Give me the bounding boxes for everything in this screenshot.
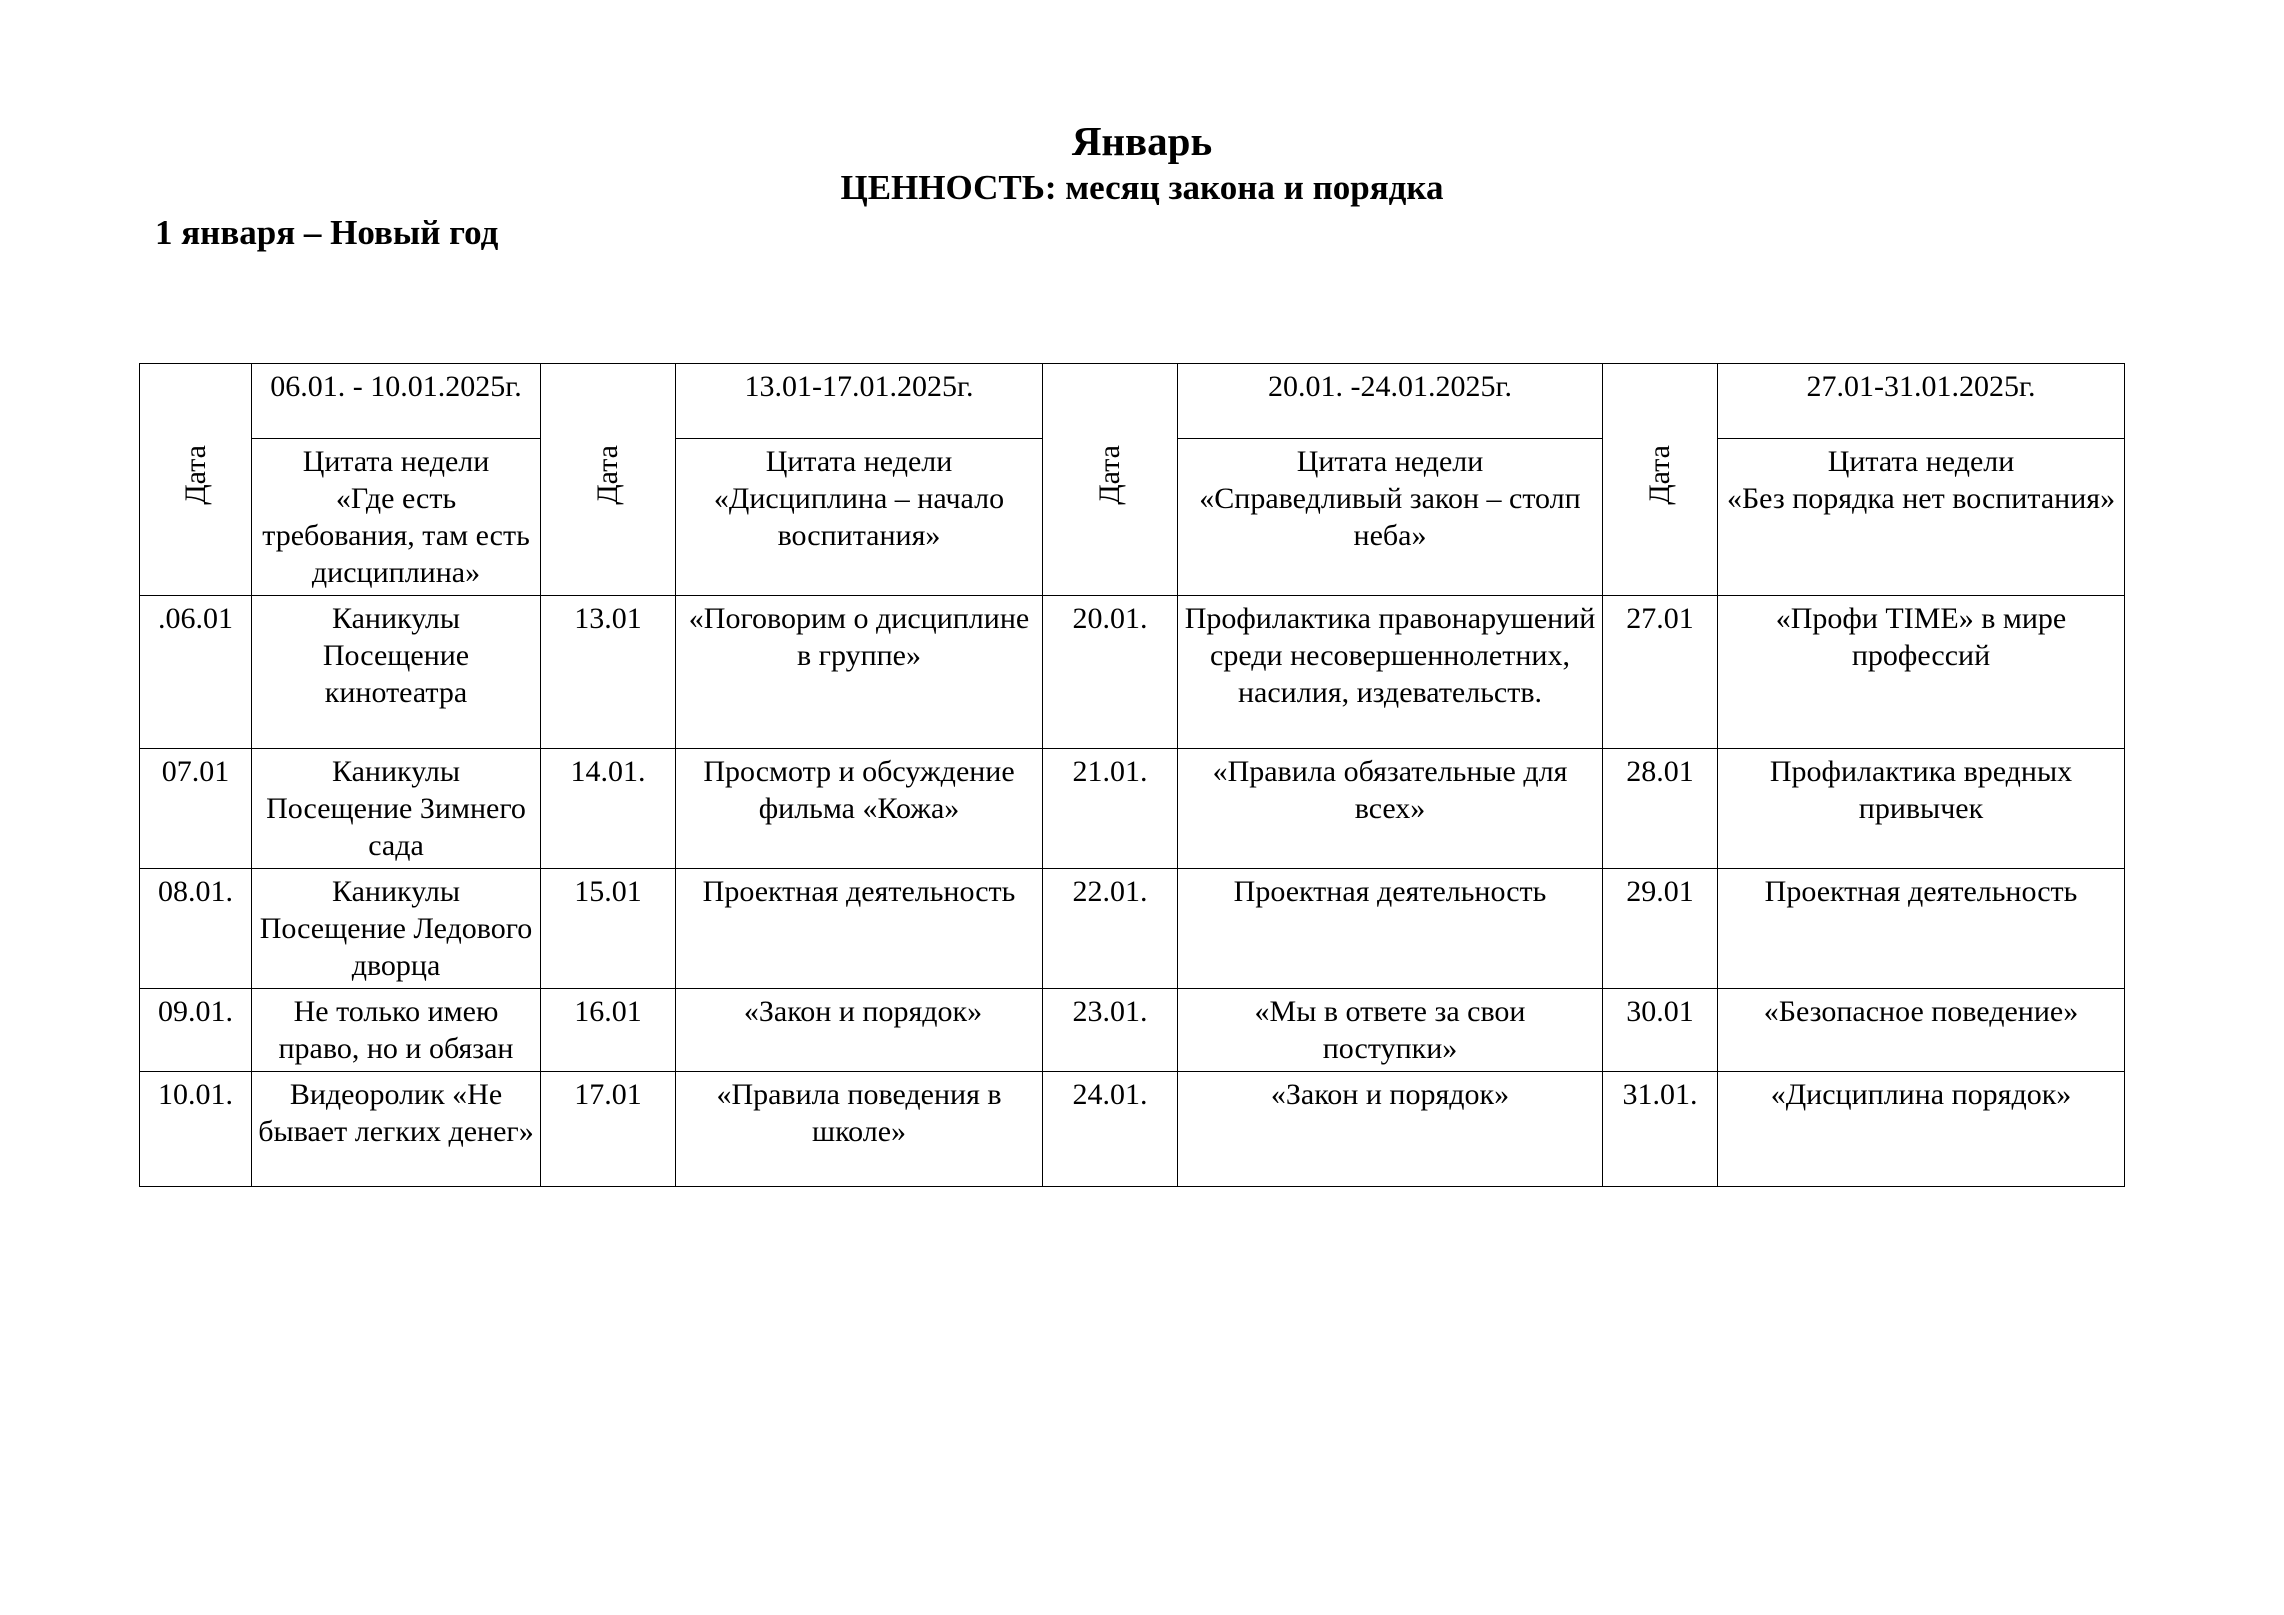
day-date: 23.01. [1043,989,1178,1072]
day-event: Проектная деятельность [676,869,1043,989]
date-header-cell [541,364,676,596]
day-date: 24.01. [1043,1072,1178,1187]
date-header-label: Дата [1093,445,1126,505]
day-event: «Профи TIME» в мире профессий [1718,596,2125,749]
week-range: 20.01. -24.01.2025г. [1268,370,1512,403]
day-event: Проектная деятельность [1718,869,2125,989]
quote-label: Цитата недели [1827,445,2015,478]
week-range-cell [1178,364,1603,439]
day-event: «Мы в ответе за свои поступки» [1178,989,1603,1072]
day-date: 16.01 [541,989,676,1072]
month-title: Январь [1071,118,1213,164]
week-quote-cell [1178,439,1603,596]
day-date: 10.01. [140,1072,252,1187]
day-date: 07.01 [140,749,252,869]
holiday-note: 1 января – Новый год [155,213,499,252]
day-event: «Закон и порядок» [1178,1072,1603,1187]
quote-label: Цитата недели [302,445,490,478]
day-event: «Дисциплина порядок» [1718,1072,2125,1187]
day-event: Каникулы Посещение Зимнего сада [252,749,541,869]
day-event: Просмотр и обсуждение фильма «Кожа» [676,749,1043,869]
table-row [140,596,2125,749]
day-date: 13.01 [541,596,676,749]
quote-label: Цитата недели [1296,445,1484,478]
date-header-cell [140,364,252,596]
week-range-cell [252,364,541,439]
day-date: 17.01 [541,1072,676,1187]
weekly-plan-table [139,363,2125,1187]
day-date: .06.01 [140,596,252,749]
day-event: «Безопасное поведение» [1718,989,2125,1072]
day-event: Видеоролик «Не бывает легких денег» [252,1072,541,1187]
week-range: 13.01-17.01.2025г. [744,370,974,403]
table-row [140,869,2125,989]
day-date: 09.01. [140,989,252,1072]
week-quote: «Справедливый закон – столп неба» [1199,482,1581,552]
day-event: Каникулы Посещение Ледового дворца [252,869,541,989]
day-date: 28.01 [1603,749,1718,869]
day-event: Профилактика вредных привычек [1718,749,2125,869]
date-header-label: Дата [1643,445,1676,505]
day-date: 27.01 [1603,596,1718,749]
day-event: «Закон и порядок» [676,989,1043,1072]
week-range-cell [1718,364,2125,439]
day-event: Не только имею право, но и обязан [252,989,541,1072]
date-header-cell [1043,364,1178,596]
week-range: 27.01-31.01.2025г. [1806,370,2036,403]
day-date: 15.01 [541,869,676,989]
date-header-cell [1603,364,1718,596]
day-date: 31.01. [1603,1072,1718,1187]
week-quote: «Где есть требования, там есть дисциплина» [262,482,530,589]
table-row [140,989,2125,1072]
day-date: 22.01. [1043,869,1178,989]
day-date: 21.01. [1043,749,1178,869]
week-quote-cell [252,439,541,596]
day-event: «Поговорим о дисциплине в группе» [676,596,1043,749]
table-row [140,1072,2125,1187]
week-quote: «Без порядка нет воспитания» [1726,482,2116,515]
day-date: 08.01. [140,869,252,989]
day-event: «Правила поведения в школе» [676,1072,1043,1187]
day-date: 29.01 [1603,869,1718,989]
quote-label: Цитата недели [765,445,953,478]
day-event: Проектная деятельность [1178,869,1603,989]
week-quote: «Дисциплина – начало воспитания» [713,482,1005,552]
table-row [140,749,2125,869]
week-range-row [140,364,2125,439]
day-date: 14.01. [541,749,676,869]
week-quote-cell [1718,439,2125,596]
month-value-subtitle: ЦЕННОСТЬ: месяц закона и порядка [840,168,1444,207]
week-range-cell [676,364,1043,439]
day-date: 20.01. [1043,596,1178,749]
day-event: Каникулы Посещение кинотеатра [252,596,541,749]
day-date: 30.01 [1603,989,1718,1072]
date-header-label: Дата [178,445,212,505]
week-range: 06.01. - 10.01.2025г. [270,370,522,403]
week-quote-cell [676,439,1043,596]
date-header-label: Дата [591,445,624,505]
day-event: «Правила обязательные для всех» [1178,749,1603,869]
day-event: Профилактика правонарушений среди несовершеннолетних, насилия, издевательств. [1178,596,1603,749]
